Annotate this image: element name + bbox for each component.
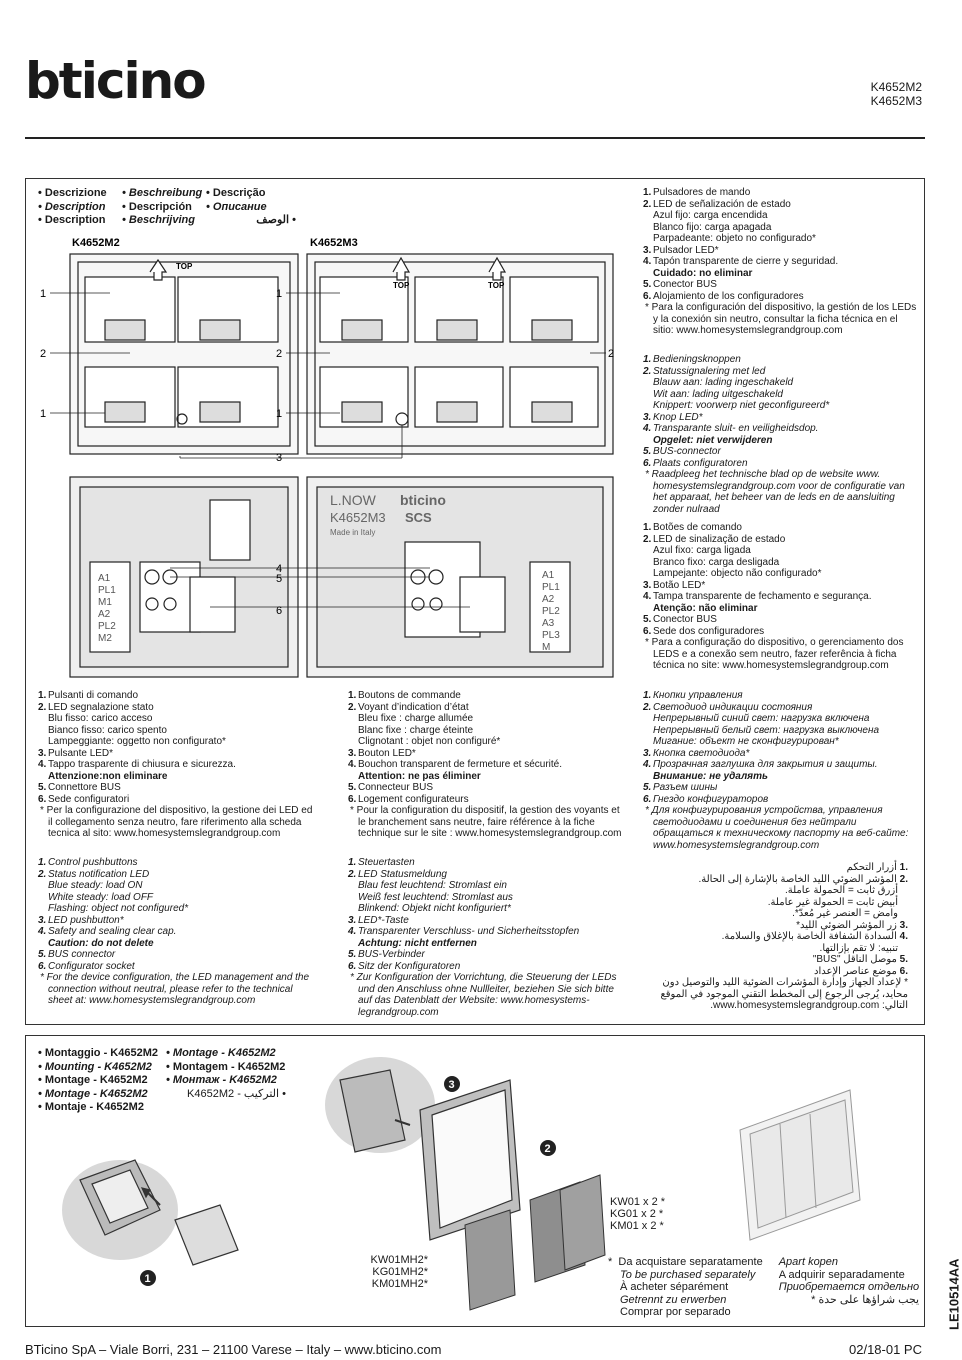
step-number: 3 <box>448 1079 455 1091</box>
description-languages: • Descrizione • Beschreibung • Descrição • Description • Descripción • Описание • Description • Beschrijving الوصف • <box>38 187 296 226</box>
product-code: K4652M3 <box>870 94 922 108</box>
document-code: LE10514AA <box>947 1258 962 1330</box>
callout-3: 3 <box>276 452 283 464</box>
m3-terminal-label: A3 <box>542 618 555 629</box>
lang-block-nl: 1. Bedieningsknoppen 2. Statussignalering met led Blauw aan: lading ingeschakeld Wit aan: lading uitgeschakeld Knippert: voorwerp niet geconfigureerd* 3. Knop LED* 4. Transparante sluit- en veiligheidsdop. Opgelet: niet verwijderen 5. BUS-connector 6. Plaats configuratoren * Raadpleeg het technische blad op de website www. homesystemslegrandgroup.com voor de configuratie van het apparaat, het beheer van de leds en de aansluiting zonder nulraad <box>643 354 905 515</box>
callout-2: 2 <box>608 348 615 360</box>
lang-block-en: 1. Control pushbuttons 2. Status notification LED Blue steady: load ON White steady: load OFF Flashing: object not configured* 3. LED pushbutton* 4. Safety and sealing clear cap. Caution: do not delete 5. BUS connector 6. Configurator socket * For the device configuration, the LED management and the connection without neutral, please refer to the technical sheet at: www.homesystemslegrandgroup.com <box>38 857 310 1006</box>
header-rule <box>25 137 925 139</box>
covers-left-codes <box>360 1254 428 1290</box>
lang-block-de: 1. Steuertasten 2. LED Statusmeldung Blau fest leuchtend: Stromlast ein Weiß fest leuchtend: Stromlast aus Blinkend: Objekt nicht konfiguriert* 3. LED*-Taste 4. Transparenter Verschluss- und Sicherheitsstopfen Achtung: nicht entfernen 5. BUS-Verbinder 6. Sitz der Konfiguratoren * Zur Konfiguration der Vorrichtung, die Steuerung der LEDs und den Anschluss ohne Nullleiter, beziehen Sie sich bitte auf das Datenblatt der Website: www.homesystems-legrandgroup.com <box>348 857 617 1018</box>
document-date: 02/18-01 PC <box>849 1342 922 1357</box>
m3-terminal-label: A1 <box>542 570 555 581</box>
plate-made: Made in Italy <box>330 528 376 537</box>
callout-1: 1 <box>40 288 47 300</box>
callout-2: 2 <box>276 348 283 360</box>
m2-terminal-label: M1 <box>98 597 112 608</box>
callout-6: 6 <box>276 605 283 617</box>
top-label: TOP <box>393 281 410 290</box>
m3-terminal-label: PL2 <box>542 606 560 617</box>
callout-1: 1 <box>276 288 283 300</box>
m3-terminal-label: M <box>542 642 551 653</box>
m2-terminal-label: A1 <box>98 573 111 584</box>
callout-1: 1 <box>40 408 47 420</box>
mounting-languages: • Montaggio - K4652M2 • Montage - K4652M2 • Mounting - K4652M2 • Montagem - K4652M2 • Montage - K4652M2 • Монтаж - K4652M2 • Montage - K4652M2 K4652M2 - التركيب • • Montaje - K4652M2 <box>38 1047 286 1113</box>
step-number: 1 <box>144 1273 151 1285</box>
m3-front-view <box>307 254 613 454</box>
plate-lnow: L.NOW <box>330 492 376 508</box>
label-k4652m3: K4652M3 <box>310 237 358 249</box>
product-codes <box>871 80 922 108</box>
m2-terminal-label: M2 <box>98 633 112 644</box>
cover-code: KW01 x 2 * <box>610 1196 666 1208</box>
lang-block-pt: 1. Botões de comando 2. LED de sinalização de estado Azul fixo: carga ligada Branco fixo: carga desligada Lampejante: objecto não configurado* 3. Botão LED* 4. Tampa transparente de fechamento e segurança. Atenção: não eliminar 5. Conector BUS 6. Sede dos configuradores * Para a configuração do dispositivo, o gerenciamento dos LEDS e a conexão sem neutro, fazer referência à ficha técnica no site: www.homesystemslegrandgroup.com <box>643 522 904 671</box>
top-label: TOP <box>176 262 193 271</box>
m2-terminal-label: PL1 <box>98 585 116 596</box>
plate-scs: SCS <box>405 510 432 525</box>
mechanism-step3 <box>325 1057 520 1240</box>
lang-block-es: 1. Pulsadores de mando 2. LED de señalización de estado Azul fijo: carga encendida Blanco fijo: carga apagada Parpadeante: objeto no configurado* 3. Pulsador LED* 4. Tapón transparente de cierre y seguridad. Cuidado: no eliminar 5. Conector BUS 6. Alojamiento de los configuradores * Para la configuración del dispositivo, la gestión de los LEDs y la conexión sin neutro, consultar la ficha técnica en el sitio: www.homesystemslegrandgroup.com <box>643 187 917 336</box>
m2-front-view <box>70 254 298 454</box>
m2-terminal-label: PL2 <box>98 621 116 632</box>
cover-code: KW01MH2* <box>370 1254 428 1266</box>
callout-4: 4 <box>276 563 283 575</box>
label-k4652m2: K4652M2 <box>72 237 120 249</box>
company-address: BTicino SpA – Viale Borri, 231 – 21100 Varese – Italy – www.bticino.com <box>25 1342 442 1357</box>
m2-terminal-label: A2 <box>98 609 111 620</box>
cover-code: KM01MH2* <box>371 1278 428 1290</box>
lang-block-ar: .1 أزرار التحكم .2 المؤشر الضوئي الليد الخاصة بالإشارة إلى الحالة. أزرق ثابت = الحمولة عاملة. أبيض ثابت = الحمولة غير عاملة. وامض = العنصر غير مُعدّ*. .3 زر المؤشر الضوئي الليد* .4 السدادة الشفافة الخاصة بالإغلاق والسلامة. تنبيه: لا تقم بإزالتها. .5 موصل الناقل "BUS" .6 موضع عناصر الإعداد * لإعداد الجهاز وإدارة المؤشرات الضوئية الليد والتوصيل دون محايد، يُرجى الرجوع إلى المخطط التقني الموجود في الموقع التالي: www.homesystemslegrandgroup.com. <box>660 862 908 1011</box>
installed-device <box>740 1090 860 1240</box>
product-diagram <box>30 232 640 687</box>
lang-block-fr: 1. Boutons de commande 2. Voyant d’indication d’état Bleu fixe : charge allumée Blanc fixe : charge éteinte Clignotant : objet non configuré* 3. Bouton LED* 4. Bouchon transparent de fermeture et sécurité. Attention: ne pas éliminer 5. Connecteur BUS 6. Logement configurateurs * Pour la configuration du dispositif, la gestion des voyants et le branchement sans neutre, faire référence à la fiche technique sur le site : www.homesystemslegrandgroup.com <box>348 690 622 839</box>
m3-terminal-label: PL3 <box>542 630 560 641</box>
top-label: TOP <box>488 281 505 290</box>
lang-block-it: 1. Pulsanti di comando 2. LED segnalazione stato Blu fisso: carico acceso Bianco fisso: carico spento Lampeggiante: oggetto non configurato* 3. Pulsante LED* 4. Tappo trasparente di chiusura e sicurezza. Attenzione:non eliminare 5. Connettore BUS 6. Sede configuratori * Per la configurazione del dispositivo, la gestione dei LED ed il collegamento senza neutro, fare riferimento alla scheda tecnica al sito: www.homesystemslegrandgroup.com <box>38 690 313 839</box>
callout-2: 2 <box>40 348 47 360</box>
callout-5: 5 <box>276 573 283 585</box>
step-number: 2 <box>544 1143 551 1155</box>
lang-block-ru: 1. Кнопки управления 2. Светодиод индикации состояния Непрерывный синий свет: нагрузка включена Непрерывный белый свет: нагрузка выключена Мигание: объект не сконфигурирован* 3. Кнопка светодиода* 4. Прозрачная заглушка для закрытия и защиты. Внимание: не удалять 5. Разъем шины 6. Гнездо конфигураторов * Для конфигурирования устройства, управления светодиодами и соединения без нейтрали обращаться к техническому паспорту на веб-сайте: www.homesystemslegrandgroup.com <box>643 690 909 851</box>
brand-logo: bticino <box>25 52 205 110</box>
m3-terminal-label: PL1 <box>542 582 560 593</box>
cover-code: KG01 x 2 * <box>610 1208 664 1220</box>
product-code: K4652M2 <box>870 80 922 94</box>
cover-code: KG01MH2* <box>372 1266 428 1278</box>
covers-right-codes <box>610 1196 665 1232</box>
support-frame-step1 <box>62 1160 238 1265</box>
callout-1: 1 <box>276 408 283 420</box>
purchase-separately-note: * Da acquistare separatamente To be purchased separately À acheter séparément Getrennt zu erwerben Comprar por separado Apart kopen A adquirir separadamente Приобретается отдельно يجب شراؤها على حدة * <box>608 1256 920 1318</box>
cover-code: KM01 x 2 * <box>610 1220 664 1232</box>
plate-brand: bticino <box>400 492 446 508</box>
m3-terminal-label: A2 <box>542 594 555 605</box>
plate-code: K4652M3 <box>330 510 386 525</box>
